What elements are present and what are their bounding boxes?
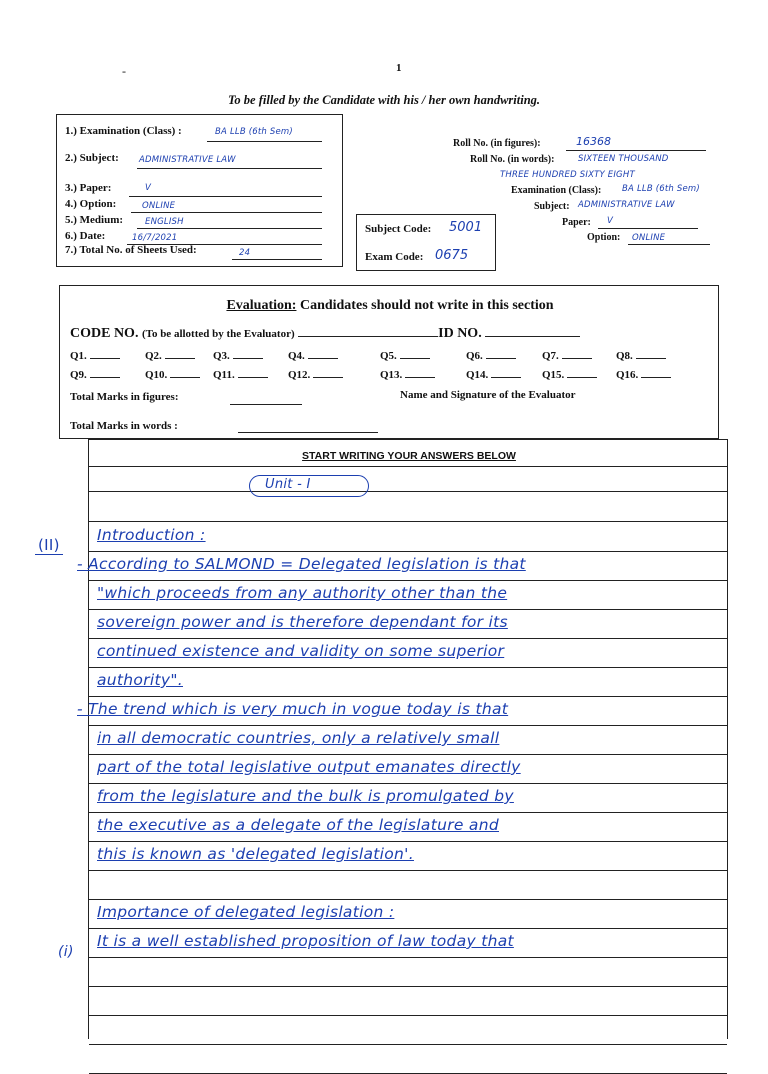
question-label: Q10. (145, 369, 168, 381)
question-score-blank[interactable] (636, 348, 666, 359)
page-mark: - (122, 64, 126, 78)
question-score-field[interactable] (380, 367, 435, 381)
ruled-line (89, 580, 727, 581)
answer-line: authority". (97, 671, 183, 689)
roll-option-label: Option: (587, 232, 621, 243)
question-score-blank[interactable] (308, 348, 338, 359)
roll-figures-label: Roll No. (in figures): (453, 138, 541, 149)
code-no-blank[interactable] (298, 326, 438, 337)
question-score-blank[interactable] (405, 367, 435, 378)
answer-line: Importance of delegated legislation : (97, 903, 395, 921)
question-label: Q5. (380, 350, 397, 362)
roll-figures-value[interactable]: 16368 (576, 135, 611, 148)
ruled-line (89, 551, 727, 552)
question-score-blank[interactable] (641, 367, 671, 378)
ruled-line (89, 841, 727, 842)
roll-subject-label: Subject: (534, 201, 570, 212)
question-score-blank[interactable] (238, 367, 268, 378)
ruled-line (89, 957, 727, 958)
question-label: Q3. (213, 350, 230, 362)
code-no-label: CODE NO. (70, 326, 139, 341)
question-score-blank[interactable] (233, 348, 263, 359)
question-label: Q14. (466, 369, 489, 381)
code-no-row (70, 326, 580, 342)
question-score-blank[interactable] (562, 348, 592, 359)
subject-label: 2.) Subject: (65, 152, 119, 164)
total-words-label: Total Marks in words : (70, 420, 178, 432)
answer-line: from the legislature and the bulk is promulgated by (97, 787, 514, 805)
question-label: Q2. (145, 350, 162, 362)
question-score-blank[interactable] (90, 367, 120, 378)
question-label: Q8. (616, 350, 633, 362)
answer-sheet (77, 439, 728, 1039)
answer-line: part of the total legislative output emanates directly (97, 758, 521, 776)
answer-line: continued existence and validity on some superior (97, 642, 505, 660)
roll-exam-label: Examination (Class): (511, 185, 602, 196)
answer-line: "which proceeds from any authority other than the (97, 584, 508, 602)
question-label: Q9. (70, 369, 87, 381)
answer-line: It is a well established proposition of law today that (97, 932, 514, 950)
question-marker: (II) (35, 536, 63, 555)
question-score-field[interactable] (145, 367, 200, 381)
answer-line: sovereign power and is therefore dependant for its (97, 613, 508, 631)
sheets-label: 7.) Total No. of Sheets Used: (65, 244, 197, 256)
question-score-field[interactable] (380, 348, 430, 362)
question-label: Q12. (288, 369, 311, 381)
question-score-field[interactable] (466, 348, 516, 362)
evaluation-title-rest: Candidates should not write in this section (296, 298, 554, 313)
code-box (356, 214, 496, 271)
instruction-text: To be filled by the Candidate with his / her own handwriting. (227, 93, 541, 107)
question-score-field[interactable] (70, 367, 120, 381)
question-label: Q16. (616, 369, 639, 381)
roll-words-value-2[interactable]: THREE HUNDRED SIXTY EIGHT (500, 170, 635, 180)
question-score-field[interactable] (616, 348, 666, 362)
paper-label: 3.) Paper: (65, 182, 112, 194)
candidate-details-box (56, 114, 343, 267)
question-row-1 (70, 348, 710, 364)
question-score-blank[interactable] (400, 348, 430, 359)
question-score-blank[interactable] (486, 348, 516, 359)
ruled-line (89, 725, 727, 726)
question-label: Q13. (380, 369, 403, 381)
ruled-line (89, 521, 727, 522)
question-score-blank[interactable] (567, 367, 597, 378)
question-score-field[interactable] (213, 367, 268, 381)
exam-code-value[interactable]: 0675 (435, 248, 469, 263)
answer-header: START WRITING YOUR ANSWERS BELOW (302, 450, 516, 462)
question-label: Q11. (213, 369, 235, 381)
examination-value[interactable]: BA LLB (6th Sem) (215, 127, 293, 137)
answer-line: Introduction : (97, 526, 206, 544)
question-score-field[interactable] (288, 348, 338, 362)
question-score-field[interactable] (542, 348, 592, 362)
medium-label: 5.) Medium: (65, 214, 124, 226)
answer-line: - The trend which is very much in vogue today is that (77, 700, 509, 718)
question-score-blank[interactable] (90, 348, 120, 359)
subject-value[interactable]: ADMINISTRATIVE LAW (139, 155, 236, 165)
question-score-field[interactable] (288, 367, 343, 381)
ruled-line (89, 812, 727, 813)
total-words-blank[interactable] (238, 432, 378, 433)
roll-paper-value[interactable]: V (607, 216, 614, 226)
ruled-line (89, 439, 727, 440)
evaluation-title-main: Evaluation: (226, 298, 297, 313)
question-score-blank[interactable] (165, 348, 195, 359)
id-no-label: ID NO. (438, 326, 482, 341)
paper-value[interactable]: V (145, 183, 152, 193)
ruled-line (89, 986, 727, 987)
question-score-field[interactable] (542, 367, 597, 381)
sub-marker: (i) (58, 944, 74, 960)
ruled-line (89, 754, 727, 755)
page-number: 1 (396, 62, 402, 74)
ruled-line (89, 466, 727, 467)
total-figures-label: Total Marks in figures: (70, 391, 179, 403)
sheets-value[interactable]: 24 (239, 248, 251, 258)
ruled-line (89, 870, 727, 871)
question-score-field[interactable] (466, 367, 521, 381)
subject-code-label: Subject Code: (365, 223, 432, 235)
id-no-blank[interactable] (485, 326, 580, 337)
code-no-note: (To be allotted by the Evaluator) (141, 328, 295, 340)
roll-option-value[interactable]: ONLINE (632, 233, 666, 243)
question-label: Q7. (542, 350, 559, 362)
ruled-line (89, 928, 727, 929)
question-label: Q6. (466, 350, 483, 362)
question-score-blank[interactable] (170, 367, 200, 378)
ruled-line (89, 696, 727, 697)
question-label: Q15. (542, 369, 565, 381)
evaluation-title (60, 298, 720, 314)
roll-subject-value[interactable]: ADMINISTRATIVE LAW (578, 200, 675, 210)
answer-line: the executive as a delegate of the legislature and (97, 816, 499, 834)
question-score-field[interactable] (616, 367, 671, 381)
answer-line: in all democratic countries, only a relatively small (97, 729, 500, 747)
question-label: Q1. (70, 350, 87, 362)
ruled-line (89, 491, 727, 492)
answer-line: this is known as 'delegated legislation'. (97, 845, 414, 863)
roll-words-value-1[interactable]: SIXTEEN THOUSAND (578, 154, 669, 164)
question-label: Q4. (288, 350, 305, 362)
roll-paper-label: Paper: (562, 217, 591, 228)
ruled-line (89, 667, 727, 668)
question-row-2 (70, 367, 710, 383)
question-score-blank[interactable] (491, 367, 521, 378)
evaluation-box (59, 285, 719, 439)
date-label: 6.) Date: (65, 230, 106, 242)
option-label: 4.) Option: (65, 198, 117, 210)
ruled-line (89, 1044, 727, 1045)
answer-line: - According to SALMOND = Delegated legislation is that (77, 555, 526, 573)
ruled-line (89, 638, 727, 639)
exam-code-label: Exam Code: (365, 251, 424, 263)
medium-value[interactable]: ENGLISH (145, 217, 184, 227)
ruled-line (89, 783, 727, 784)
subject-code-value[interactable]: 5001 (449, 220, 483, 235)
question-score-field[interactable] (70, 348, 120, 362)
date-value[interactable]: 16/7/2021 (132, 233, 178, 243)
ruled-line (89, 609, 727, 610)
unit-label: Unit - I (265, 477, 311, 492)
question-score-field[interactable] (145, 348, 195, 362)
ruled-line (89, 1015, 727, 1016)
question-score-blank[interactable] (313, 367, 343, 378)
examination-label: 1.) Examination (Class) : (65, 125, 182, 137)
roll-exam-value[interactable]: BA LLB (6th Sem) (622, 184, 700, 194)
total-figures-blank[interactable] (230, 404, 302, 405)
ruled-line (89, 899, 727, 900)
roll-words-label: Roll No. (in words): (470, 154, 555, 165)
question-score-field[interactable] (213, 348, 263, 362)
option-value[interactable]: ONLINE (142, 201, 176, 211)
evaluator-signature-label: Name and Signature of the Evaluator (400, 389, 576, 401)
